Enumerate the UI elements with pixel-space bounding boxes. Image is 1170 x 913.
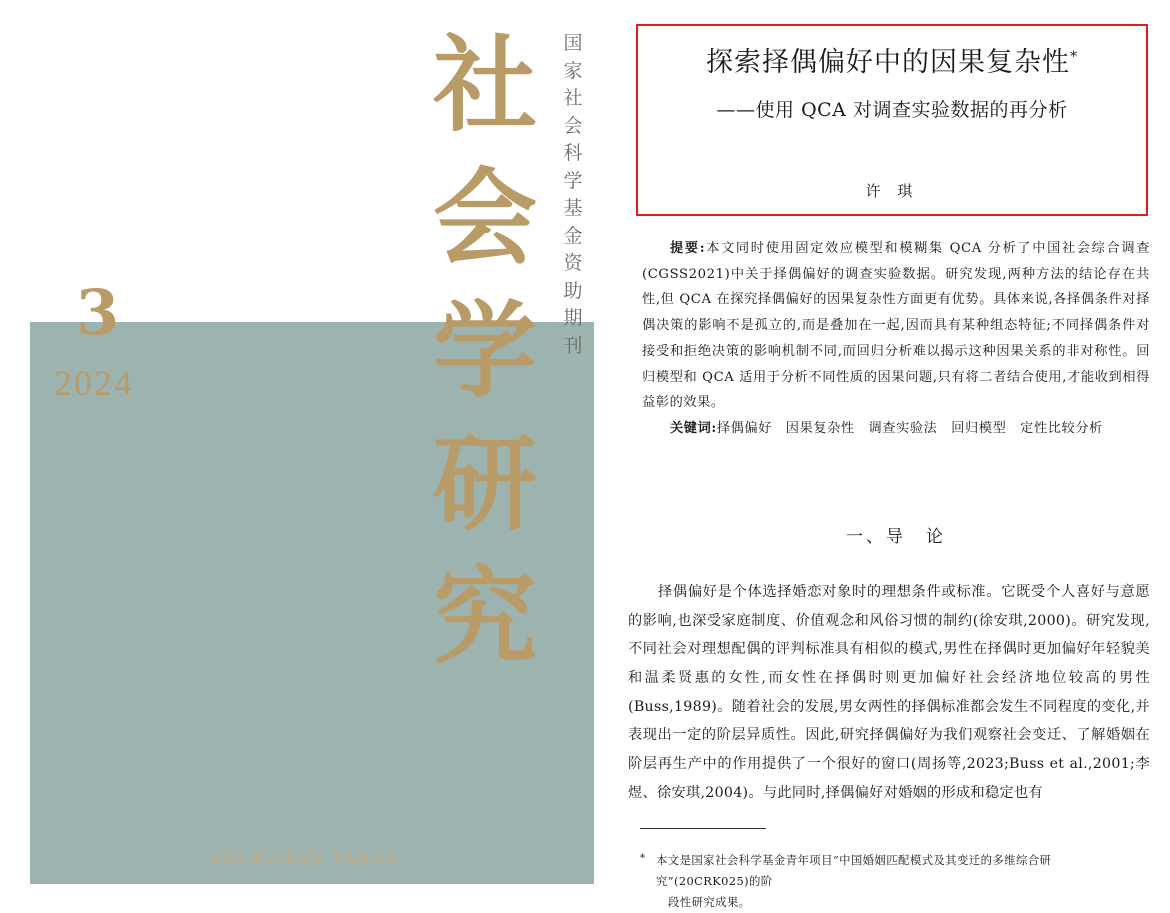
body-text-block [628, 578, 1150, 808]
article-title-text: 探索择偶偏好中的因果复杂性 [706, 47, 1070, 78]
sponsor-note-char-9: 资 [563, 252, 583, 275]
keywords-label: 关键词: [670, 421, 717, 437]
article-page [614, 0, 1170, 910]
abstract-paragraph [642, 236, 1150, 416]
sponsor-note-char-5: 科 [563, 142, 583, 165]
journal-title-char-1: 社 [432, 23, 537, 146]
sponsor-note-char-8: 金 [563, 224, 583, 247]
abstract-label: 提要: [670, 241, 706, 256]
issue-year: 2024 [54, 363, 134, 403]
footnote-line-1: 本文是国家社会科学基金青年项目“中国婚姻匹配模式及其变迁的多维综合研究”(20CRK025)的阶 [656, 853, 1052, 889]
journal-title-char-5: 究 [432, 555, 537, 679]
footnote-block [640, 850, 1140, 913]
sponsor-note-char-4: 会 [563, 114, 583, 137]
sponsor-note-char-7: 基 [563, 197, 583, 220]
keywords-paragraph [642, 416, 1150, 442]
sponsor-note [556, 30, 590, 361]
keywords-text: 择偶偏好 因果复杂性 调查实验法 回归模型 定性比较分析 [716, 421, 1103, 437]
journal-title [420, 18, 550, 684]
sponsor-note-char-3: 社 [563, 87, 583, 110]
abstract-block [642, 236, 1150, 442]
footnote-marker: * [640, 853, 646, 864]
abstract-text: 本文同时使用固定效应模型和模糊集 QCA 分析了中国社会综合调查(CGSS2021)中关于择偶偏好的调查实验数据。研究发现,两种方法的结论存在共性,但 QCA 在探究择偶偏好的因果复杂性方面更有优势。具体来说,各择偶条件对择偶决策的影响不是孤立的,而是叠加在一起,因而具有某种组态特征;不同择偶条件对接受和拒绝决策的影响机制不同,而回归分析难以揭示这种因果关系的非对称性。回归模型和 QCA 适用于分析不同性质的因果问题,只有将二者结合使用,才能收到相得益彰的效果。 [642, 241, 1150, 411]
article-title [636, 40, 1148, 79]
footnote-line-2: 段性研究成果。 [668, 895, 751, 910]
sponsor-note-char-1: 国 [563, 32, 583, 54]
section-heading: 一、导 论 [846, 527, 946, 547]
sponsor-note-char-10: 助 [563, 279, 583, 302]
sponsor-note-char-6: 学 [563, 169, 583, 192]
sponsor-note-char-11: 期 [563, 307, 583, 330]
sponsor-note-char-2: 家 [563, 59, 583, 82]
body-paragraph: 择偶偏好是个体选择婚恋对象时的理想条件或标准。它既受个人喜好与意愿的影响,也深受家庭制度、价值观念和风俗习惯的制约(徐安琪,2000)。研究发现,不同社会对理想配偶的评判标准具有相似的模式,男性在择偶时更加偏好年轻貌美和温柔贤惠的女性,而女性在择偶时则更加偏好社会经济地位较高的男性(Buss,1989)。随着社会的发展,男女两性的择偶标准都会发生不同程度的变化,并表现出一定的阶层异质性。因此,研究择偶偏好为我们观察社会变迁、了解婚姻在阶层再生产中的作用提供了一个很好的窗口(周扬等,2023;Buss et al.,2001;李煜、徐安琪,2004)。与此同时,择偶偏好对婚姻的形成和稳定也有 [628, 584, 1150, 801]
journal-title-char-4: 研 [432, 422, 537, 546]
journal-title-pinyin: SHEHUIXUE YANJIU [211, 850, 403, 867]
issue-number: 3 [76, 276, 120, 349]
journal-title-char-2: 会 [432, 156, 537, 280]
title-footnote-marker: * [1070, 49, 1078, 65]
footnote-separator [640, 828, 766, 829]
article-subtitle: ——使用 QCA 对调查实验数据的再分析 [716, 99, 1068, 121]
sponsor-note-char-12: 刊 [563, 335, 583, 358]
article-author: 许 琪 [865, 182, 919, 200]
journal-title-char-3: 学 [432, 289, 537, 413]
